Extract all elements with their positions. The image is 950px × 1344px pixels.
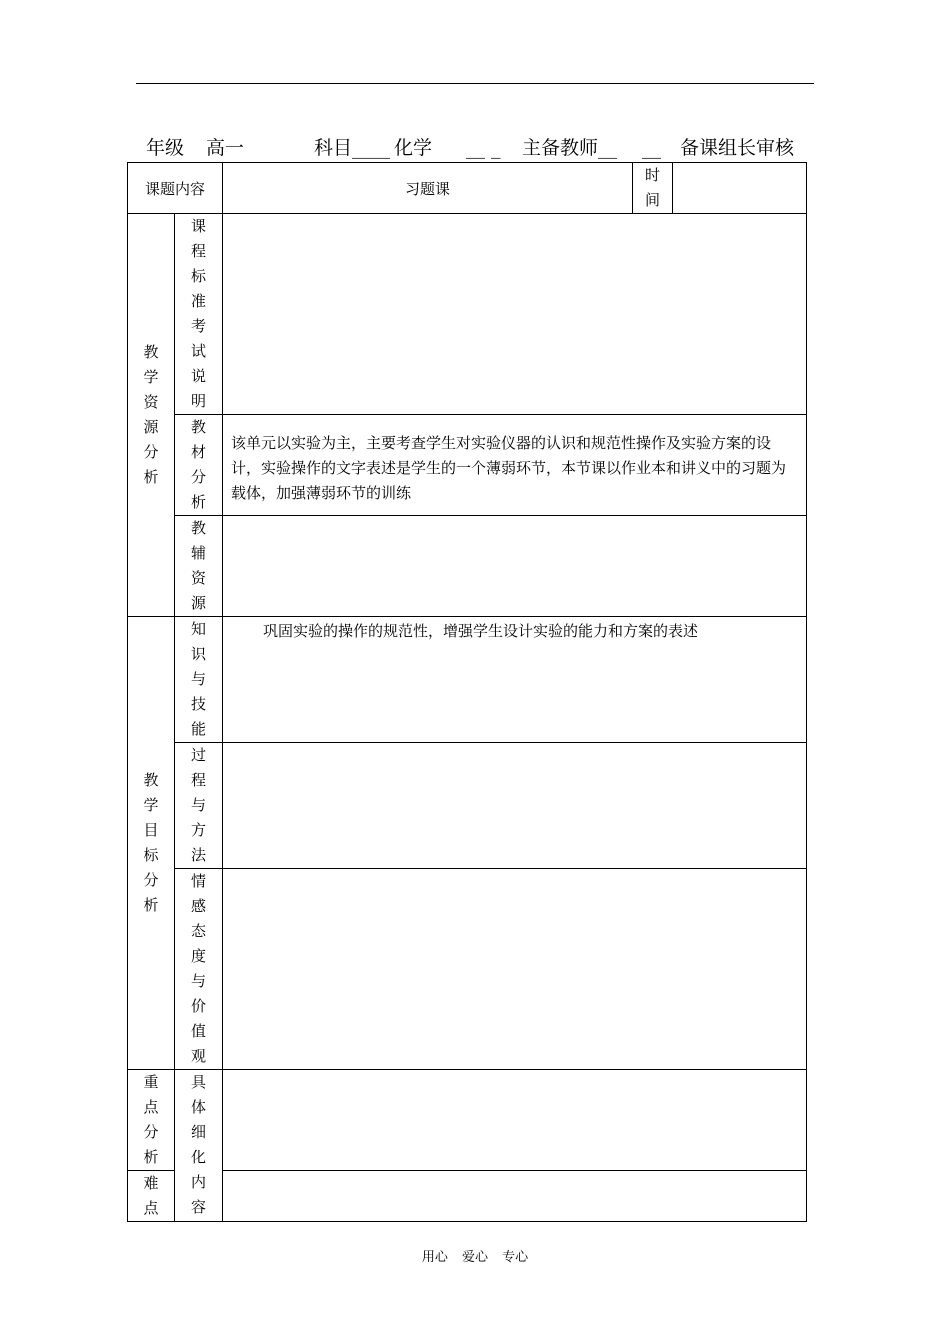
section-key-points: 重 点 分 析 <box>128 1070 175 1171</box>
knowledge-row <box>128 617 807 743</box>
section-difficult-points: 难 点 <box>128 1171 175 1222</box>
emotion-row <box>128 869 807 1070</box>
key-point-row <box>128 1070 807 1171</box>
row-textbook-analysis: 教 材 分 析 <box>175 415 223 516</box>
topic-value: 习题课 <box>223 163 633 214</box>
topic-row <box>128 163 807 214</box>
teacher-trail: __ <box>642 137 661 159</box>
grade-value: 高一 <box>206 137 245 159</box>
teacher-blank: __ <box>598 137 617 159</box>
process-row <box>128 743 807 869</box>
review-label: 备课组长审核 <box>680 137 795 159</box>
row-knowledge-skills: 知 识 与 技 能 <box>175 617 223 743</box>
row-curriculum-standard: 课 程 标 准 考 试 说 明 <box>175 214 223 415</box>
subject-trail: __ _ <box>466 137 501 159</box>
row-process-method: 过 程 与 方 法 <box>175 743 223 869</box>
curriculum-content <box>223 214 807 415</box>
emotion-content <box>223 869 807 1070</box>
row-emotion-values: 情 感 态 度 与 价 值 观 <box>175 869 223 1070</box>
difficult-point-content <box>223 1171 807 1222</box>
difficult-point-row <box>128 1171 807 1222</box>
topic-label: 课题内容 <box>128 163 223 214</box>
section-teaching-resources: 教 学 资 源 分 析 <box>128 214 175 617</box>
top-rule <box>136 83 814 84</box>
aux-content <box>223 516 807 617</box>
lesson-plan-table <box>127 162 807 1222</box>
knowledge-content: 巩固实验的操作的规范性，增强学生设计实验的能力和方案的表述 <box>223 617 807 743</box>
subject-label: 科目 <box>314 137 353 159</box>
row-aux-resources: 教 辅 资 源 <box>175 516 223 617</box>
subject-blank: ____ <box>352 137 390 159</box>
textbook-content: 该单元以实验为主，主要考查学生对实验仪器的认识和规范性操作及实验方案的设计，实验操作的文字表述是学生的一个薄弱环节，本节课以作业本和讲义中的习题为载体，加强薄弱环节的训练 <box>223 415 807 516</box>
grade-label: 年级 <box>146 137 185 159</box>
teacher-label: 主备教师 <box>522 137 599 159</box>
time-value-cell <box>673 163 807 214</box>
curriculum-row <box>128 214 807 415</box>
form-header <box>146 134 806 162</box>
aux-row <box>128 516 807 617</box>
time-label: 时 间 <box>633 163 673 214</box>
subject-value: 化学 <box>394 137 433 159</box>
section-teaching-goals: 教 学 目 标 分 析 <box>128 617 175 1070</box>
page-footer: 用心 爱心 专心 <box>421 1250 529 1265</box>
process-content <box>223 743 807 869</box>
textbook-row <box>128 415 807 516</box>
key-point-content <box>223 1070 807 1171</box>
row-detail-content: 具 体 细 化 内 容 <box>175 1070 223 1222</box>
